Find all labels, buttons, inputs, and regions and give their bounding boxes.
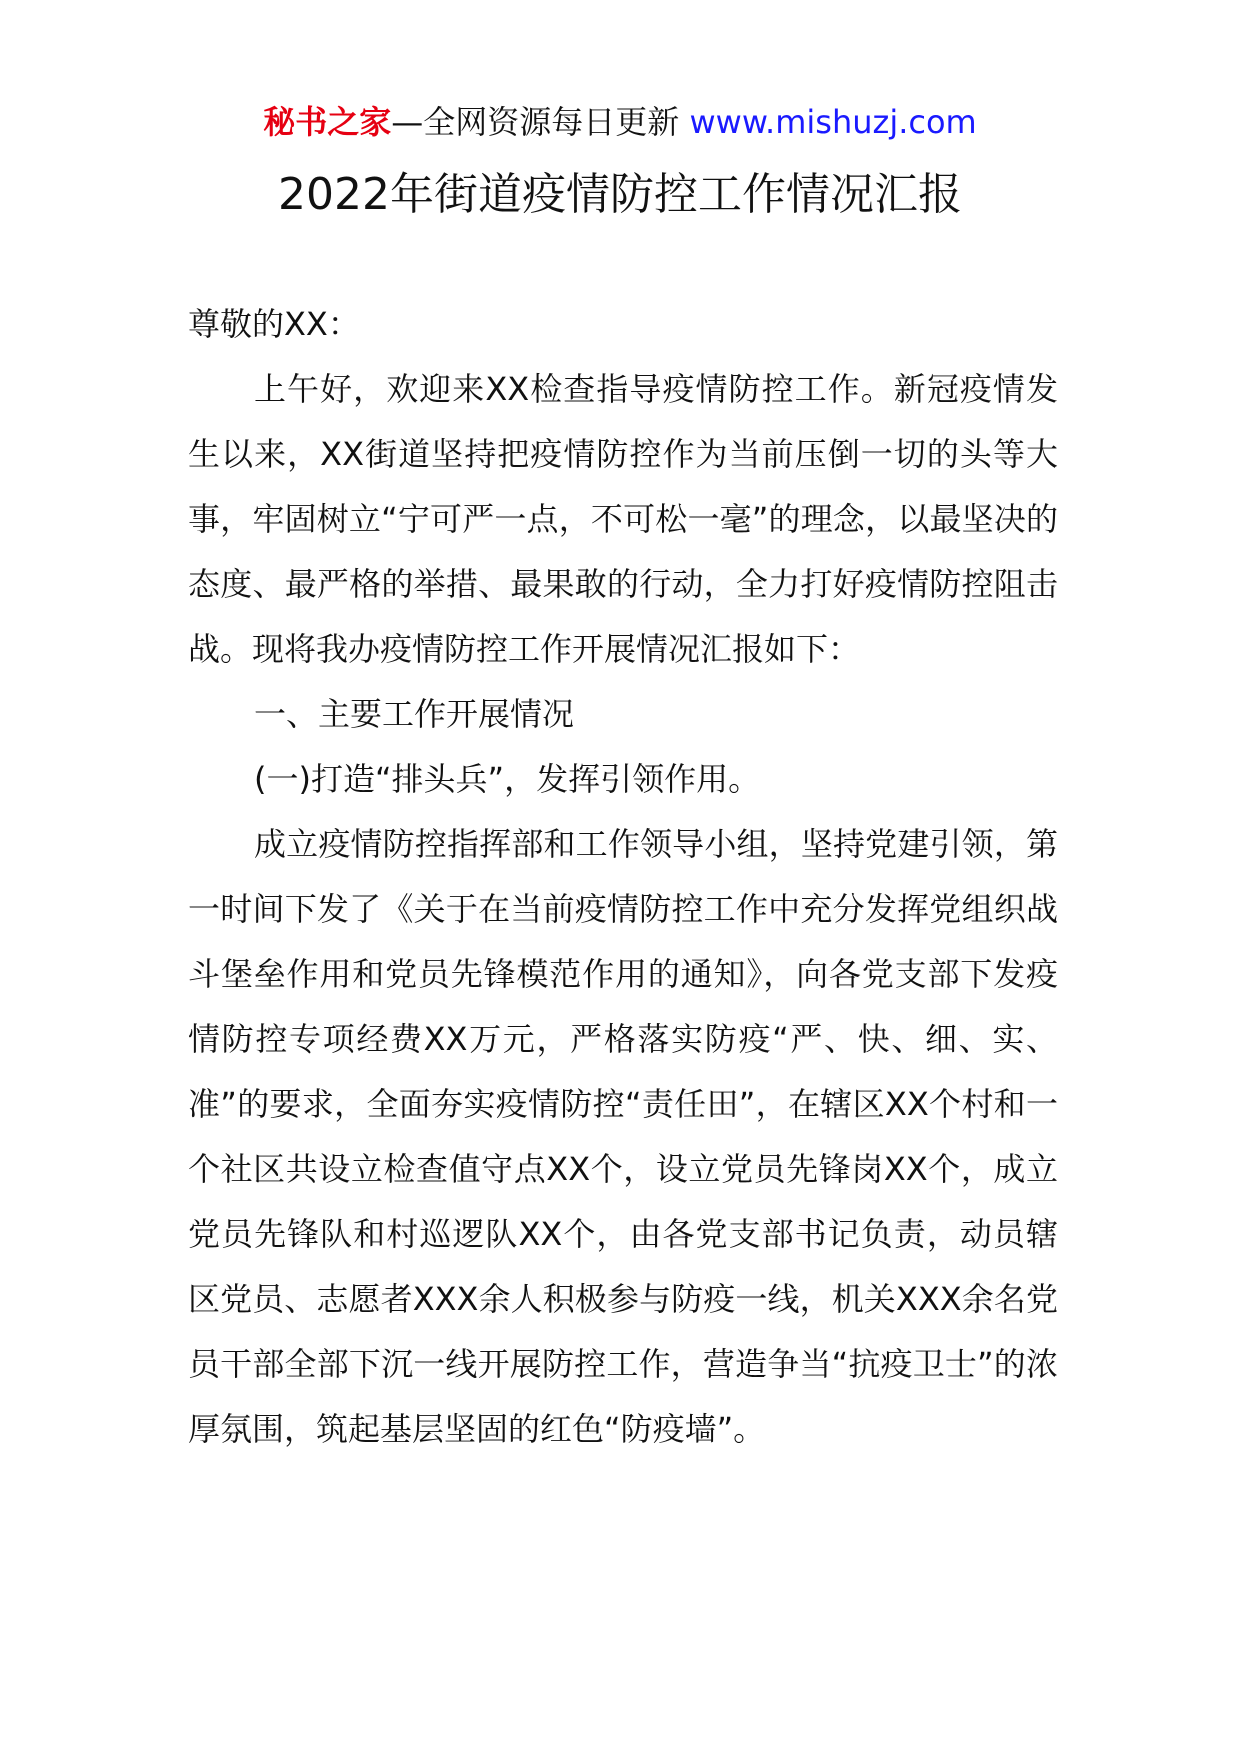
site-header bbox=[0, 100, 1240, 144]
paragraph-body: 成立疫情防控指挥部和工作领导小组，坚持党建引领，第一时间下发了《关于在当前疫情防控工作中充分发挥党组织战斗堡垒作用和党员先锋模范作用的通知》，向各党支部下发疫情防控专项经费XX万元，严格落实防疫“严、快、细、实、准”的要求，全面夯实疫情防控“责任田”，在辖区XX个村和一个社区共设立检查值守点XX个，设立党员先锋岗XX个，成立党员先锋队和村巡逻队XX个，由各党支部书记负责，动员辖区党员、志愿者XXX余人积极参与防疫一线，机关XXX余名党员干部全部下沉一线开展防控工作，营造争当“抗疫卫士”的浓厚氛围，筑起基层坚固的红色“防疫墙”。 bbox=[188, 825, 1058, 1448]
subsection-heading: (一)打造“排头兵”，发挥引领作用。 bbox=[254, 760, 761, 798]
site-url-link[interactable]: www.mishuzj.com bbox=[689, 103, 977, 141]
brand-name: 秘书之家 bbox=[263, 103, 392, 141]
paragraph-intro: 上午好，欢迎来XX检查指导疫情防控工作。新冠疫情发生以来，XX街道坚持把疫情防控作为当前压倒一切的头等大事，牢固树立“宁可严一点，不可松一毫”的理念，以最坚决的态度、最严格的举措、最果敢的行动，全力打好疫情防控阻击战。现将我办疫情防控工作开展情况汇报如下： bbox=[188, 370, 1058, 668]
section-heading: 一、主要工作开展情况 bbox=[254, 695, 575, 733]
header-slogan: —全网资源每日更新 bbox=[391, 103, 690, 141]
document-title: 2022年街道疫情防控工作情况汇报 bbox=[278, 169, 962, 220]
salutation: 尊敬的XX： bbox=[188, 305, 360, 343]
document-body bbox=[188, 292, 1058, 1462]
